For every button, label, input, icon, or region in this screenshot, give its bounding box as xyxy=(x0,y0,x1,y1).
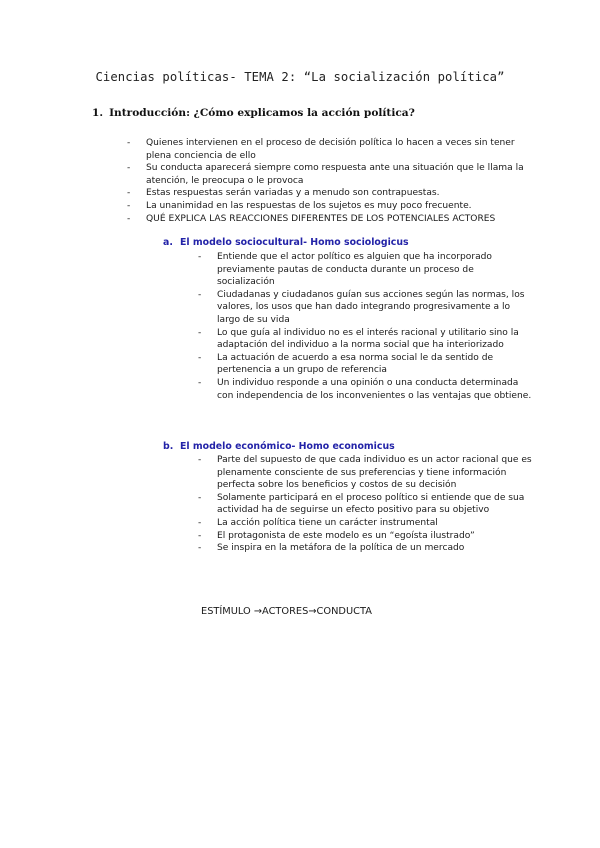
model-a-point: - Un individuo responde a una opinión o una conducta determinada con independencia de los inconvenientes o las ventajas que obtiene. xyxy=(217,377,532,402)
model-b-point: - El protagonista de este modelo es un “egoísta ilustrado” xyxy=(217,530,532,543)
intro-point: - Estas respuestas serán variadas y a menudo son contrapuestas. xyxy=(146,187,536,200)
model-a-point: - Entiende que el actor político es alguien que ha incorporado previamente pautas de conducta durante un proceso de socialización xyxy=(217,251,532,289)
model-a-title: El modelo sociocultural- Homo sociologicus xyxy=(180,237,409,248)
model-a-heading xyxy=(163,237,409,248)
model-a-points-list xyxy=(217,251,532,402)
section-number: 1. xyxy=(92,107,104,119)
model-b-point: - Se inspira en la metáfora de la política de un mercado xyxy=(217,542,532,555)
model-a-point: - Ciudadanas y ciudadanos guían sus acciones según las normas, los valores, los usos que han dado integrando progresivamente a lo largo de su vida xyxy=(217,289,532,327)
document-title: Ciencias políticas- TEMA 2: “La socialización política” xyxy=(95,70,505,84)
model-b-points-list xyxy=(217,454,532,555)
model-a-point: - Lo que guía al individuo no es el interés racional y utilitario sino la adaptación del individuo a la norma social que ha interiorizado xyxy=(217,327,532,352)
model-a-letter: a. xyxy=(163,237,173,248)
model-a-point: - La actuación de acuerdo a esa norma social le da sentido de pertenencia a un grupo de referencia xyxy=(217,352,532,377)
model-b-heading xyxy=(163,441,395,452)
model-b-point: - Parte del supuesto de que cada individuo es un actor racional que es plenamente consciente de sus preferencias y tiene información perfecta sobre los beneficios y costos de su decisión xyxy=(217,454,532,492)
intro-point: - QUÉ EXPLICA LAS REACCIONES DIFERENTES DE LOS POTENCIALES ACTORES xyxy=(146,213,536,226)
intro-point: - Su conducta aparecerá siempre como respuesta ante una situación que le llama la atención, le preocupa o le provoca xyxy=(146,162,536,187)
model-b-title: El modelo económico- Homo economicus xyxy=(180,441,395,452)
intro-points-list xyxy=(146,137,536,225)
intro-point: - La unanimidad en las respuestas de los sujetos es muy poco frecuente. xyxy=(146,200,536,213)
model-b-point: - Solamente participará en el proceso político si entiende que de sua actividad ha de seguirse un efecto positivo para su objetivo xyxy=(217,492,532,517)
intro-point: - Quienes intervienen en el proceso de decisión política lo hacen a veces sin tener plena conciencia de ello xyxy=(146,137,536,162)
section-heading-text: Introducción: ¿Cómo explicamos la acción política? xyxy=(109,107,415,119)
stimulus-flow: ESTÍMULO →ACTORES→CONDUCTA xyxy=(201,606,372,617)
section-heading xyxy=(92,107,415,119)
model-b-letter: b. xyxy=(163,441,174,452)
model-b-point: - La acción política tiene un carácter instrumental xyxy=(217,517,532,530)
